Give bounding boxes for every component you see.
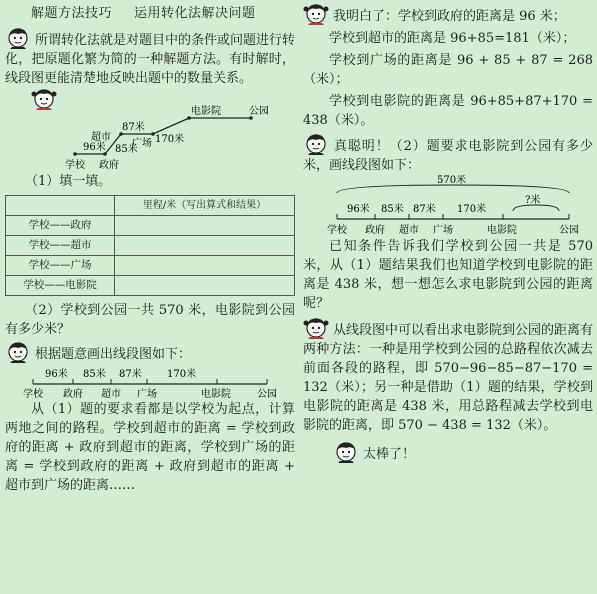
table-row: 学校——政府 (6, 216, 295, 236)
table-row: 学校——电影院 (6, 276, 295, 296)
label-school: 学校 (65, 160, 85, 171)
label-government: 政府 (99, 160, 119, 171)
answer-cell[interactable] (115, 236, 295, 256)
calc-supermarket: 学校到超市的距离是 96+85=181（米）； (329, 31, 576, 46)
seg-unknown: ?米 (525, 195, 541, 206)
label-87m: 87米 (122, 122, 145, 133)
pt-cinema: 电影院 (487, 225, 517, 236)
left-column (5, 0, 295, 495)
section-header (31, 4, 295, 23)
seg-85m: 85米 (381, 204, 404, 215)
pt-square: 广场 (137, 389, 157, 400)
header-topic: 运用转化法解决问题 (134, 6, 256, 21)
label-170m: 170米 (155, 134, 185, 145)
answer-cell[interactable] (115, 276, 295, 296)
seg-170m: 170米 (457, 204, 487, 215)
pt-park: 公园 (257, 389, 277, 400)
teacher-praise: 真聪明！（2）题要求电影院到公园有多少米，画线段图如下： (303, 133, 593, 175)
intro-paragraph: 所谓转化法就是对题目中的条件或问题进行转化，把原题化繁为简的一种解题方法。有时解时，线段图更能清楚地反映出题中的数量关系。 (5, 27, 295, 88)
label-cinema: 电影院 (191, 106, 221, 117)
pt-park: 公园 (559, 225, 579, 236)
table-row: 学校——广场 (6, 256, 295, 276)
answer-cell[interactable] (115, 256, 295, 276)
answer-cell[interactable] (115, 216, 295, 236)
pt-government: 政府 (365, 225, 385, 236)
calc-square: 学校到广场的距离是 96 + 85 + 87 = 268（米）； (303, 53, 593, 87)
route-diagram (5, 88, 295, 172)
label-square: 广场 (132, 138, 152, 149)
student-avatar-icon (32, 90, 57, 110)
line-segment-diagram (5, 364, 295, 400)
right-column (303, 0, 593, 464)
table-header: 里程/米（写出算式和结果） (115, 196, 295, 216)
calc-cinema: 学校到电影院的距离是 96+85+87+170 = 438（米）。 (303, 94, 593, 128)
question-2: （2）学校到公园一共 570 米，电影院到公园有多少米？ (5, 303, 295, 337)
total-570m: 570米 (437, 175, 467, 186)
diagram-intro: 根据题意画出线段图如下： (5, 341, 295, 364)
known-conditions: 已知条件告诉我们学校到公园一共是 570 米，从（1）题结果我们也知道学校到电影院的距离是 438 米，想一想怎么求电影院到公园的距离呢？ (303, 239, 593, 311)
pt-square: 广场 (433, 225, 453, 236)
label-supermarket: 超市 (91, 132, 111, 143)
teacher-avatar-icon (333, 441, 359, 463)
pt-school: 学校 (327, 225, 347, 236)
label-96m: 96米 (83, 142, 106, 153)
seg-87m: 87米 (119, 369, 142, 380)
seg-96m: 96米 (347, 204, 370, 215)
student-reply: 我明白了：学校到政府的距离是 96 米； (303, 3, 593, 26)
pt-school: 学校 (23, 389, 43, 400)
student-avatar-icon (303, 317, 329, 339)
label-park: 公园 (249, 106, 269, 117)
seg-87m: 87米 (413, 204, 436, 215)
label-85m: 85米 (115, 144, 138, 155)
pt-cinema: 电影院 (201, 389, 231, 400)
teacher-avatar-icon (303, 133, 329, 155)
seg-96m: 96米 (45, 369, 68, 380)
explanation-paragraph: 从（1）题的要求看都是以学校为起点，计算两地之间的路程。学校到超市的距离 = 学校到政府的距离 + 政府到超市的距离，学校到广场的距离 = 学校到政府的距离 + 政府到超市的距离 + 超市到广场的距离…… (5, 402, 295, 493)
closing-praise: 太棒了！ (303, 441, 593, 464)
pt-government: 政府 (63, 389, 83, 400)
method-explanation: 从线段图中可以看出求电影院到公园的距离有两种方法：一种是用学校到公园的总路程依次减去前面各段的路程，即 570−96−85−87−170 = 132（米）；另一种是借助（1）题的结果，学校到电影院的距离是 438 米，用总路程减去学校到电影院的距离，即 570 − 438 = 132（米）。 (303, 317, 593, 435)
header-tip: 解题方法技巧 (31, 6, 113, 21)
pt-supermarket: 超市 (101, 389, 121, 400)
student-avatar-icon (303, 3, 329, 25)
teacher-avatar-icon (5, 341, 31, 363)
seg-170m: 170米 (167, 369, 197, 380)
table-row: 学校——超市 (6, 236, 295, 256)
seg-85m: 85米 (83, 369, 106, 380)
line-segment-diagram-total (303, 175, 593, 237)
teacher-avatar-icon (5, 27, 31, 49)
distance-table (5, 195, 295, 296)
pt-supermarket: 超市 (399, 225, 419, 236)
question-1: （1）填一填。 (25, 174, 112, 189)
